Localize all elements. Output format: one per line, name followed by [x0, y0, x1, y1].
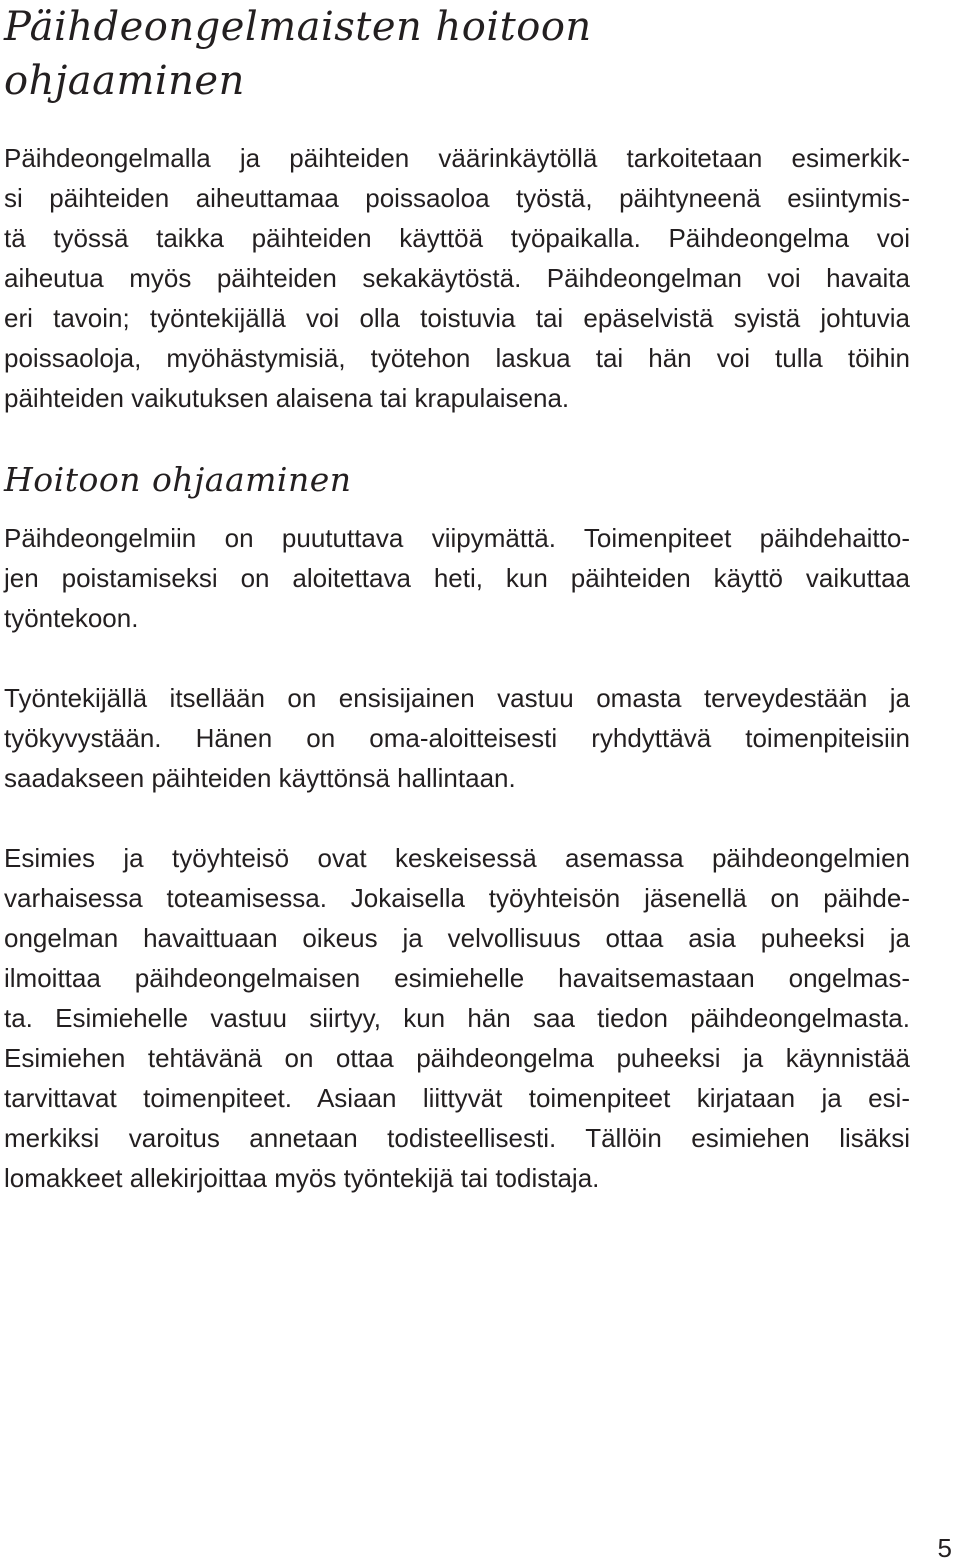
page-title-line: ohjaaminen [4, 58, 245, 104]
section-heading: Hoitoon ohjaaminen [4, 460, 352, 499]
page-title [4, 0, 924, 108]
page-title-line: Päihdeongelmaisten hoitoon [4, 4, 592, 50]
text-line: jen poistamiseksi on aloitettava heti, kun päihteiden käyttö vaikuttaa [4, 563, 910, 593]
text-line: työntekoon. [4, 603, 139, 633]
text-line: ilmoittaa päihdeongelmaisen esimiehelle havaitsemastaan ongelmas- [4, 963, 910, 993]
text-line: si päihteiden aiheuttamaa poissaoloa työstä, päihtyneenä esiintymis- [4, 183, 910, 213]
text-line: tarvittavat toimenpiteet. Asiaan liittyvät toimenpiteet kirjataan ja esi- [4, 1083, 910, 1113]
paragraph-supervisor-role [4, 838, 910, 1198]
text-line: Päihdeongelmiin on puututtava viipymättä. Toimenpiteet päihdehaitto- [4, 523, 910, 553]
text-line: varhaisessa toteamisessa. Jokaisella työyhteisön jäsenellä on päihde- [4, 883, 910, 913]
text-line: Esimiehen tehtävänä on ottaa päihdeongelma puheeksi ja käynnistää [4, 1043, 910, 1073]
text-line: Työntekijällä itsellään on ensisijainen vastuu omasta terveydestään ja [4, 683, 910, 713]
text-line: ongelman havaittuaan oikeus ja velvollisuus ottaa asia puheeksi ja [4, 923, 910, 953]
text-line: Esimies ja työyhteisö ovat keskeisessä asemassa päihdeongelmien [4, 843, 910, 873]
text-line: ta. Esimiehelle vastuu siirtyy, kun hän saa tiedon päihdeongelmasta. [4, 1003, 910, 1033]
text-line: eri tavoin; työntekijällä voi olla toistuvia tai epäselvistä syistä johtuvia [4, 303, 910, 333]
text-line: merkiksi varoitus annetaan todisteellisesti. Tällöin esimiehen lisäksi [4, 1123, 910, 1153]
text-line: saadakseen päihteiden käyttönsä hallintaan. [4, 763, 516, 793]
text-line: aiheutua myös päihteiden sekakäytöstä. Päihdeongelman voi havaita [4, 263, 910, 293]
paragraph-employee-responsibility [4, 678, 910, 798]
paragraph-intervention [4, 518, 910, 638]
text-line: poissaoloja, myöhästymisiä, työtehon laskua tai hän voi tulla töihin [4, 343, 910, 373]
text-line: päihteiden vaikutuksen alaisena tai krapulaisena. [4, 383, 570, 413]
intro-paragraph [4, 138, 910, 418]
text-line: lomakkeet allekirjoittaa myös työntekijä tai todistaja. [4, 1163, 600, 1193]
page-number: 5 [937, 1533, 952, 1563]
text-line: työkyvystään. Hänen on oma-aloitteisesti ryhdyttävä toimenpiteisiin [4, 723, 910, 753]
text-line: tä työssä taikka päihteiden käyttöä työpaikalla. Päihdeongelma voi [4, 223, 910, 253]
text-line: Päihdeongelmalla ja päihteiden väärinkäytöllä tarkoitetaan esimerkik- [4, 143, 910, 173]
